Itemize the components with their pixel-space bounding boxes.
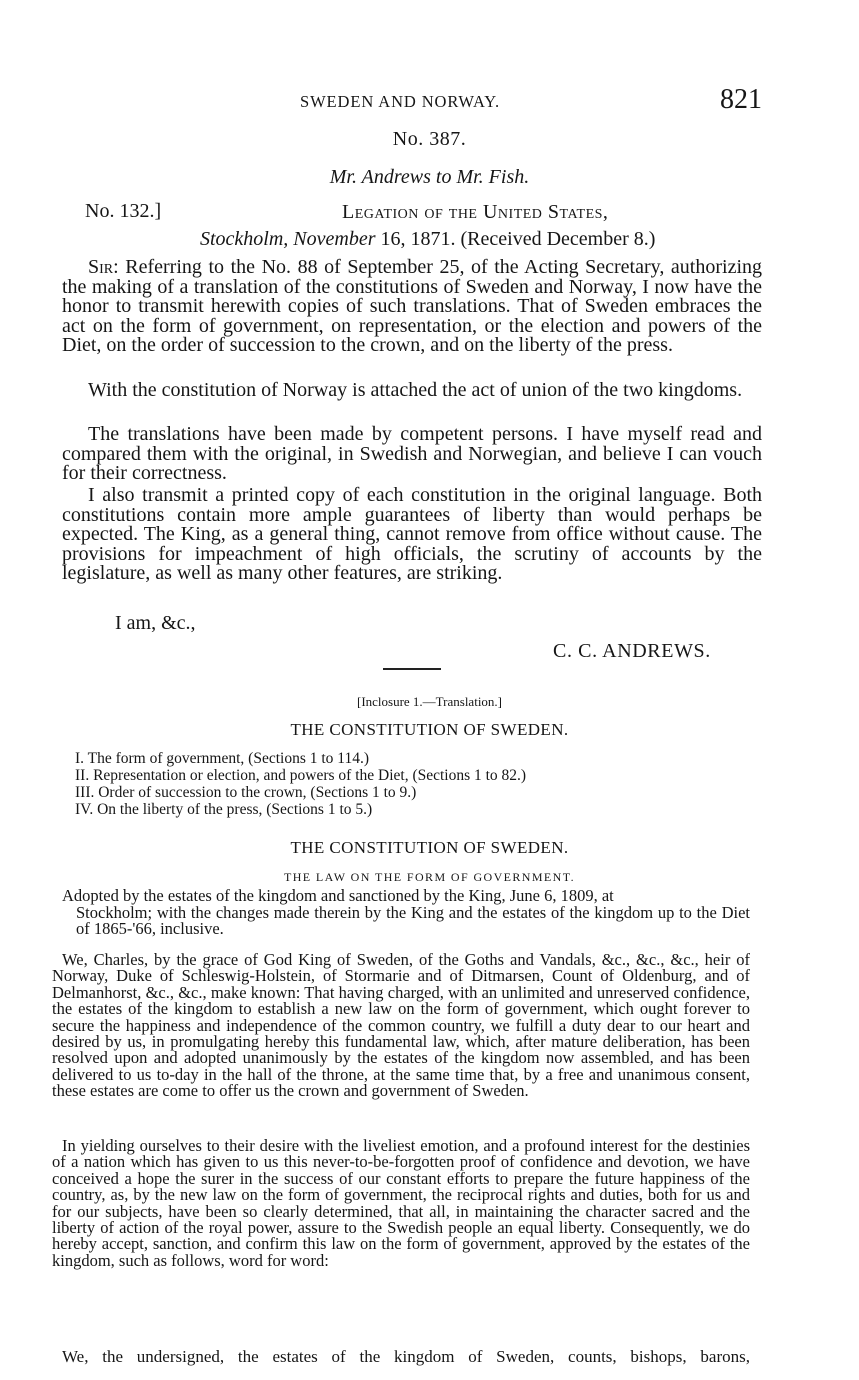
body-paragraph-final-line: We, the undersigned, the estates of the kingdom of Sweden, counts, bishops, barons,: [62, 1347, 750, 1366]
despatch-number: No. 132.]: [85, 200, 162, 222]
letter-paragraph: I also transmit a printed copy of each constitution in the original language. Both constitutions contain more ample guarantees of liberty than would perhaps be expected. The King, as a general thing, cannot remove from office without cause. The provisions for impeachment of high officials, the scrutiny of accounts by the legislature, as well as many other features, are striking.: [62, 484, 762, 585]
adoption-note-continuation: Stockholm; with the changes made therein by the King and the estates of the kingdom up to the Diet of 1865-'66, inclusive.: [76, 902, 750, 938]
running-head: SWEDEN AND NORWAY.: [300, 92, 501, 111]
letter-paragraph: The translations have been made by competent persons. I have myself read and compared them with the original, in Swedish and Norwegian, and believe I can vouch for their correctness.: [62, 423, 762, 485]
signature: C. C. ANDREWS.: [553, 640, 711, 662]
letter-paragraph-text: Referring to the No. 88 of September 25, of the Acting Secretary, authorizing the making of a translation of the constitutions of Sweden and Norway, I now have the honor to transmit herewith copies of such translations. That of Sweden embraces the act on the form of government, on representation, or the election and powers of the Diet, on the order of succession to the crown, and on the liberty of the press.: [62, 256, 762, 357]
letter-paragraph: [62, 258, 762, 356]
document-number: No. 387.: [392, 128, 467, 150]
contents-item: III. Order of succession to the crown, (Sections 1 to 9.): [75, 784, 417, 801]
dateline-received: 16, 1871. (Received December 8.): [375, 228, 656, 250]
adoption-note-line: Adopted by the estates of the kingdom and sanctioned by the King, June 6, 1809, at: [62, 886, 614, 905]
constitution-heading: THE CONSTITUTION OF SWEDEN.: [290, 720, 569, 739]
body-paragraph: In yielding ourselves to their desire with the liveliest emotion, and a profound interest for the destinies of a nation which has given to us this never-to-be-forgotten proof of confidence and devotion, we have conceived a hope the surer in the success of our constant efforts to prepare the future happiness of the country, as, by the new law on the form of government, the reciprocal rights and duties, both for us and for our subjects, have been so clearly determined, that all, in maintaining the character sacred and the liberty of action of the royal power, assure to the Swedish people an equal liberty. Consequently, we do hereby accept, sanction, and confirm this law on the form of government, approved by the estates of the kingdom, such as follows, word for word:: [52, 1136, 750, 1270]
document-title: Mr. Andrews to Mr. Fish.: [329, 166, 530, 188]
dateline-place: Stockholm, November: [200, 228, 376, 250]
legation-heading: Legation of the United States,: [342, 201, 609, 223]
law-subheading: THE LAW ON THE FORM OF GOVERNMENT.: [284, 870, 575, 884]
letter-paragraph: With the constitution of Norway is attached the act of union of the two kingdoms.: [88, 379, 743, 401]
contents-item: I. The form of government, (Sections 1 to 114.): [75, 750, 370, 767]
letter-closing: I am, &c.,: [115, 612, 196, 634]
dateline: [200, 228, 655, 251]
contents-item: II. Representation or election, and powers of the Diet, (Sections 1 to 82.): [75, 767, 527, 784]
page-number: 821: [720, 84, 762, 115]
body-paragraph: We, Charles, by the grace of God King of Sweden, of the Goths and Vandals, &c., &c., &c., heir of Norway, Duke of Schleswig-Holstein, of Stormarie and of Ditmarsen, Count of Oldenburg, and of Delmanhorst, &c., &c., make known: That having charged, with an unlimited and unreserved confidence, the estates of the kingdom to establish a new law on the form of government, which ought forever to secure the happiness and independence of the common country, we fulfill a duty dear to our heart and desired by us, in promulgating hereby this fundamental law, which, after mature deliberation, has been resolved upon and adopted unanimously by the estates of the kingdom now assembled, and has been delivered to us to-day in the hall of the throne, at the same time that, by a free and unanimous consent, these estates are come to offer us the crown and government of Sweden.: [52, 950, 750, 1101]
contents-item: IV. On the liberty of the press, (Sections 1 to 5.): [75, 801, 373, 818]
section-divider: [383, 668, 441, 670]
adoption-note: [62, 888, 750, 938]
constitution-heading-repeat: THE CONSTITUTION OF SWEDEN.: [290, 838, 569, 857]
salutation: Sir:: [88, 256, 119, 278]
inclosure-label: [Inclosure 1.—Translation.]: [356, 694, 503, 709]
